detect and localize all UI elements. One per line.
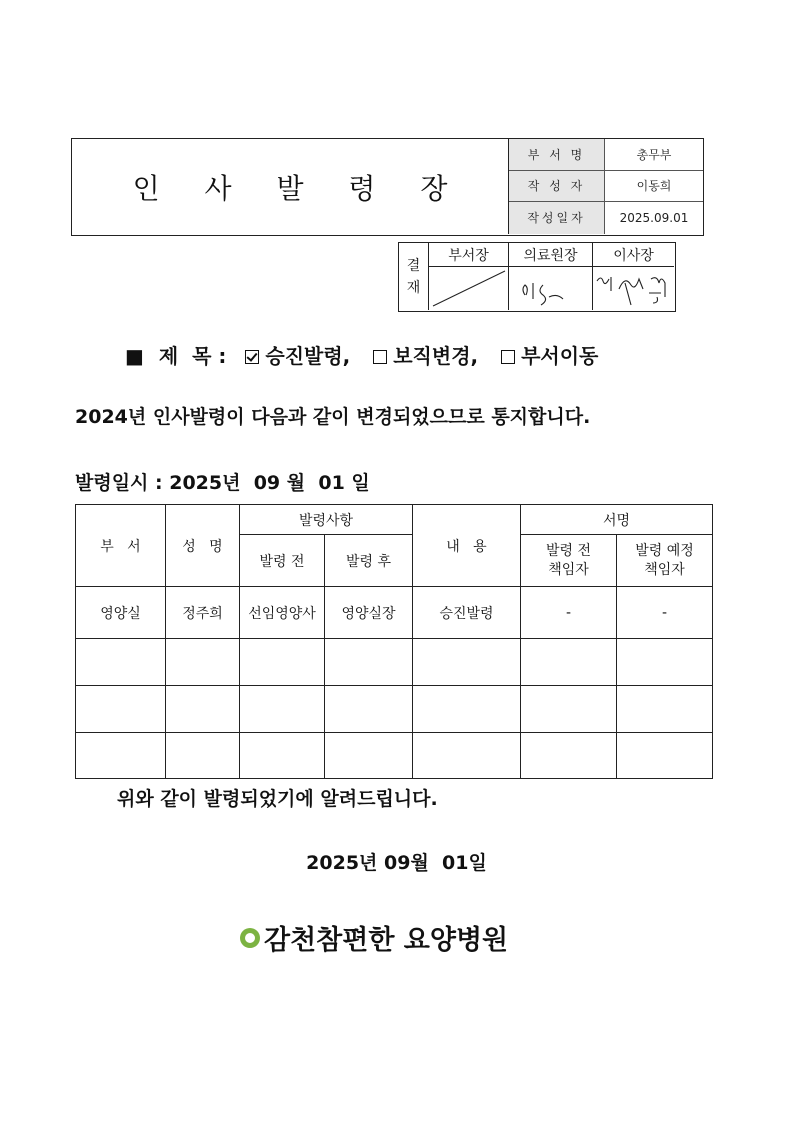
document-header: [71, 138, 704, 236]
header-appointment: 발령사항: [240, 505, 413, 535]
approval-side-label-1: 결: [406, 257, 421, 274]
table-row: [76, 587, 713, 639]
cell-dept: [76, 733, 166, 779]
approval-col-header: 부서장: [429, 243, 509, 267]
cell-sign-before: [521, 686, 617, 733]
signature-mark: [509, 267, 593, 310]
option-label: 보직변경,: [393, 344, 479, 368]
option-label: 승진발령,: [265, 344, 351, 368]
cell-before: [240, 686, 325, 733]
approval-side-label: [399, 243, 429, 310]
diagonal-line: [429, 267, 509, 310]
header-sign-after: 발령 예정 책임자: [617, 535, 713, 587]
header-name: 성 명: [166, 505, 240, 587]
option-position-change[interactable]: [373, 340, 478, 369]
meta-value: 총무부: [636, 147, 672, 162]
meta-row-date: [509, 202, 703, 234]
option-dept-transfer[interactable]: [501, 340, 598, 369]
approval-slot-dept-head: [429, 267, 509, 310]
cell-before: 선임영양사: [240, 587, 325, 639]
bullet-icon: ■: [125, 344, 144, 368]
approval-box: [398, 242, 676, 312]
table-row: [76, 733, 713, 779]
cell-content: [413, 639, 521, 686]
meta-value: 이동희: [636, 179, 672, 194]
meta-label: 부 서 명: [509, 139, 605, 170]
header-signature: 서명: [521, 505, 713, 535]
subject-line: [125, 340, 598, 369]
cell-sign-after: [617, 639, 713, 686]
cell-dept: [76, 639, 166, 686]
cell-after: [325, 686, 413, 733]
cell-before: [240, 733, 325, 779]
option-label: 부서이동: [521, 344, 599, 368]
notice-text: 2024년 인사발령이 다음과 같이 변경되었으므로 통지합니다.: [75, 406, 591, 428]
appointment-table: [75, 504, 713, 779]
meta-label: 작성일자: [509, 202, 605, 234]
header-before: 발령 전: [240, 535, 325, 587]
header-dept: 부 서: [76, 505, 166, 587]
cell-content: 승진발령: [413, 587, 521, 639]
table-row: [76, 686, 713, 733]
cell-before: [240, 639, 325, 686]
checkbox-icon[interactable]: [501, 350, 515, 364]
cell-dept: [76, 686, 166, 733]
approval-slot-director: [509, 267, 593, 310]
cell-sign-after: -: [617, 587, 713, 639]
signature-mark: [593, 267, 674, 310]
cell-name: [166, 733, 240, 779]
hospital-logo-icon: [240, 928, 260, 948]
cell-sign-after: [617, 686, 713, 733]
approval-col-header: 이사장: [593, 243, 674, 267]
cell-sign-before: [521, 639, 617, 686]
cell-sign-after: [617, 733, 713, 779]
cell-name: [166, 686, 240, 733]
cell-content: [413, 733, 521, 779]
meta-row-author: [509, 171, 703, 203]
organization: [240, 918, 508, 957]
cell-sign-before: [521, 733, 617, 779]
cell-after: [325, 733, 413, 779]
cell-dept: 영양실: [76, 587, 166, 639]
cell-content: [413, 686, 521, 733]
meta-label: 작 성 자: [509, 171, 605, 202]
cell-sign-before: -: [521, 587, 617, 639]
header-sign-before: 발령 전 책임자: [521, 535, 617, 587]
table-row: [76, 639, 713, 686]
checkbox-checked-icon[interactable]: [245, 350, 259, 364]
meta-value: 2025.09.01: [619, 210, 689, 225]
document-title: 인 사 발 령 장: [72, 139, 509, 234]
approval-side-label-2: 재: [406, 279, 421, 296]
closing-text: 위와 같이 발령되었기에 알려드립니다.: [117, 788, 438, 810]
cell-after: 영양실장: [325, 587, 413, 639]
meta-row-dept: [509, 139, 703, 171]
organization-name: 감천참편한 요양병원: [264, 925, 509, 956]
cell-name: 정주희: [166, 587, 240, 639]
header-content: 내 용: [413, 505, 521, 587]
cell-name: [166, 639, 240, 686]
approval-slot-chairman: [593, 267, 674, 310]
option-promotion[interactable]: [245, 340, 350, 369]
issue-date: 2025년 09월 01일: [306, 852, 487, 874]
effective-date: 발령일시 : 2025년 09 월 01 일: [75, 472, 370, 494]
subject-label: 제 목 :: [158, 344, 227, 368]
checkbox-icon[interactable]: [373, 350, 387, 364]
approval-col-header: 의료원장: [509, 243, 593, 267]
cell-after: [325, 639, 413, 686]
header-after: 발령 후: [325, 535, 413, 587]
